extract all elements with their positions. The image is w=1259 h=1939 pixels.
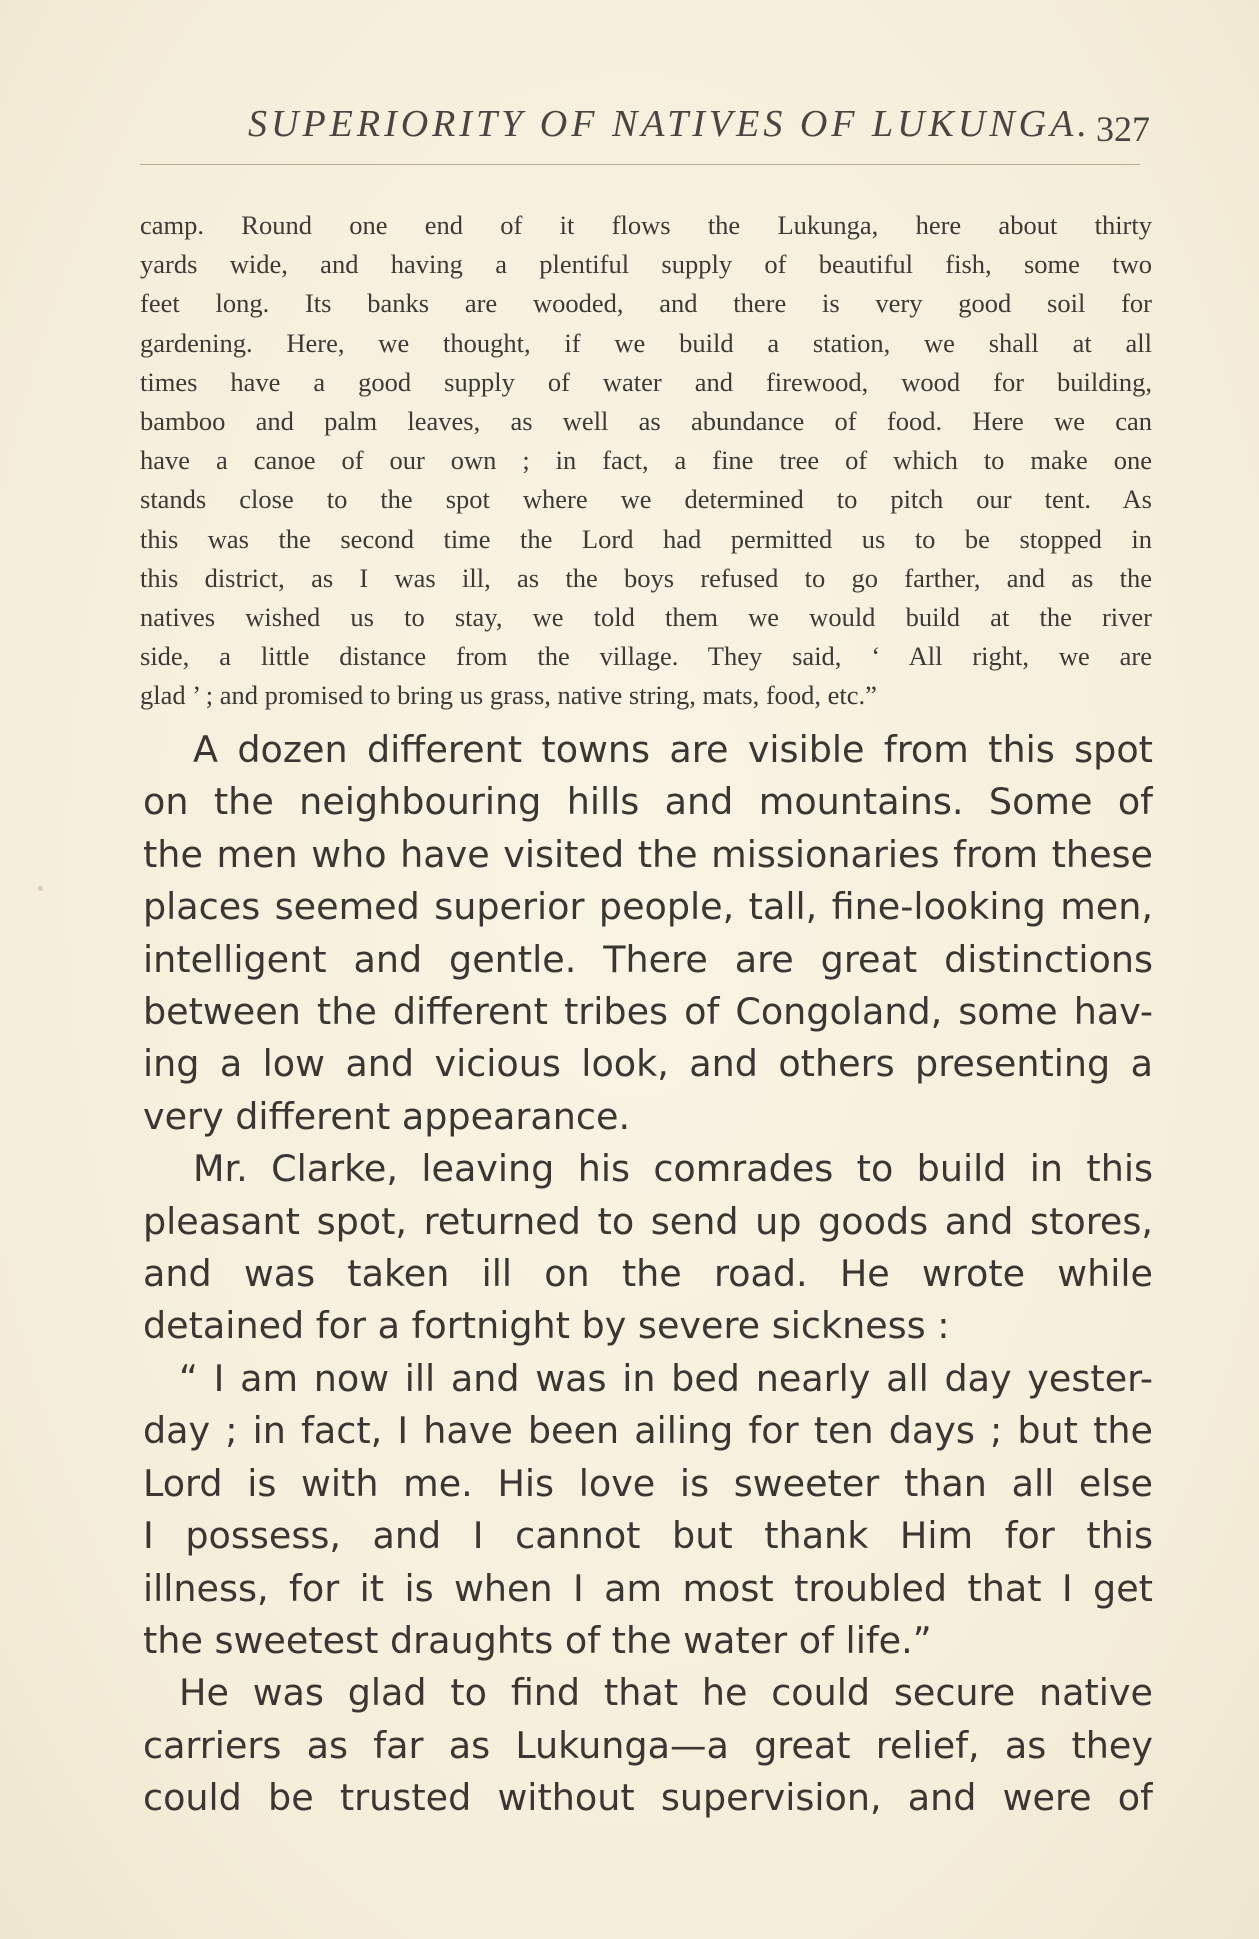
text-line: “ I am now ill and was in bed nearly all day yester- (179, 1356, 1153, 1400)
quote-line: this district, as I was ill, as the boys refused to go farther, and as the (140, 562, 1152, 593)
main-text (143, 724, 1153, 1825)
text-line: ing a low and vicious look, and others presenting a (143, 1042, 1153, 1086)
text-line: and was taken ill on the road. He wrote while (143, 1252, 1153, 1296)
text-line: carriers as far as Lukunga—a great relief, as they (143, 1723, 1153, 1767)
text-line: I possess, and I cannot but thank Him for this (143, 1514, 1153, 1558)
header-rule (140, 164, 1140, 165)
quote-line: feet long. Its banks are wooded, and there is very good soil for (140, 288, 1152, 319)
text-line: detained for a fortnight by severe sickness : (143, 1304, 950, 1348)
quote-line: glad ’ ; and promised to bring us grass, native string, mats, food, etc.” (140, 680, 877, 711)
text-line: pleasant spot, returned to send up goods and stores, (143, 1199, 1153, 1243)
text-line: very different appearance. (143, 1094, 631, 1138)
text-line: on the neighbouring hills and mountains. Some of (143, 780, 1153, 824)
paragraph-carriers (143, 1667, 1153, 1824)
quote-line: this was the second time the Lord had permitted us to be stopped in (140, 523, 1152, 554)
text-line: A dozen different towns are visible from this spot (193, 728, 1153, 771)
running-title: SUPERIORITY OF NATIVES OF LUKUNGA. (248, 103, 1091, 145)
quote-line: natives wished us to stay, we told them we would build at the river (140, 602, 1152, 633)
quote-line: side, a little distance from the village. They said, ‘ All right, we are (140, 641, 1152, 672)
running-head (140, 102, 1150, 162)
quote-line: camp. Round one end of it flows the Lukunga, here about thirty (140, 210, 1152, 240)
text-line: the sweetest draughts of the water of life.” (143, 1618, 932, 1662)
text-line: intelligent and gentle. There are great distinctions (143, 937, 1153, 981)
quote-line: gardening. Here, we thought, if we build a station, we shall at all (140, 327, 1152, 358)
text-line: day ; in fact, I have been ailing for ten days ; but the (143, 1409, 1153, 1453)
text-line: Mr. Clarke, leaving his comrades to build in this (193, 1147, 1153, 1191)
page-number: 327 (1096, 109, 1150, 149)
text-line: He was glad to find that he could secure native (179, 1671, 1153, 1715)
text-line: between the different tribes of Congoland, some hav- (143, 990, 1153, 1034)
paragraph-towns (143, 724, 1153, 1143)
text-line: places seemed superior people, tall, fine-looking men, (143, 885, 1153, 929)
text-line: could be trusted without supervision, and were of (143, 1776, 1153, 1820)
text-line: illness, for it is when I am most troubled that I get (143, 1566, 1153, 1610)
quoted-letter-block (140, 206, 1152, 716)
quote-line: yards wide, and having a plentiful supply of beautiful fish, some two (140, 249, 1152, 280)
quote-line: times have a good supply of water and firewood, wood for building, (140, 366, 1152, 397)
text-line: the men who have visited the missionaries from these (143, 832, 1153, 876)
text-line: Lord is with me. His love is sweeter than all else (143, 1461, 1153, 1505)
paper-speck (38, 886, 43, 891)
quote-line: have a canoe of our own ; in fact, a fine tree of which to make one (140, 445, 1152, 476)
quote-line: stands close to the spot where we determined to pitch our tent. As (140, 484, 1152, 515)
paragraph-letter-quote (143, 1353, 1153, 1667)
paragraph-clarke (143, 1143, 1153, 1353)
quote-line: bamboo and palm leaves, as well as abundance of food. Here we can (140, 406, 1152, 437)
